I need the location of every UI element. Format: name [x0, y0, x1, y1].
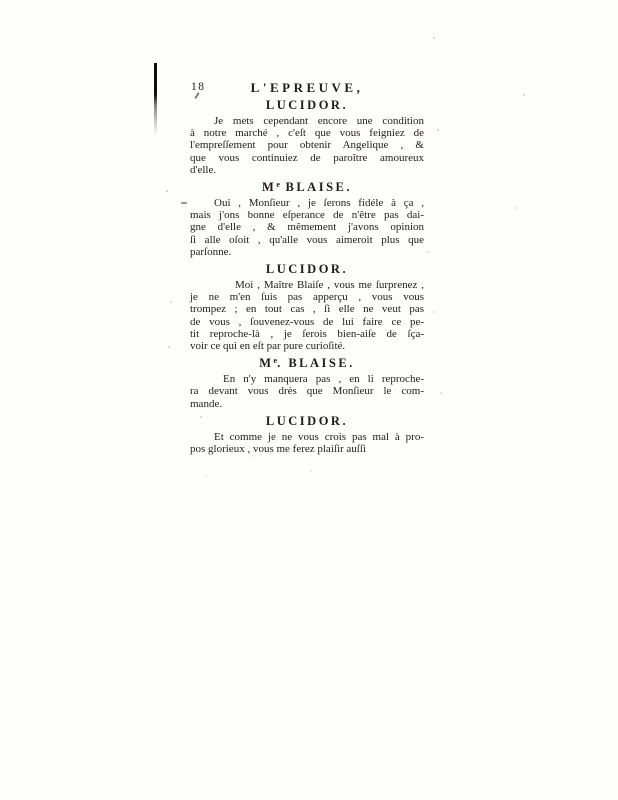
speaker-heading — [190, 260, 424, 276]
running-title: L'EPREUVE, — [250, 80, 364, 95]
page-header — [190, 80, 424, 94]
text-line: mande. — [190, 397, 223, 410]
text-line: je ne m'en ſuis pas apperçu , vous vous — [190, 291, 424, 304]
speaker-name: LUCIDOR. — [265, 413, 349, 428]
speaker-heading — [190, 354, 424, 370]
speaker-prefix: M — [259, 356, 274, 371]
text-line: En n'y manquera pas , en li reproche- — [223, 373, 424, 386]
speaker-heading — [190, 96, 424, 112]
speaker-name: LUCIDOR. — [265, 262, 349, 277]
binding-mark-line — [154, 63, 157, 137]
page-number: 18 — [191, 81, 206, 93]
text-line: Et comme je ne vous crois pas mal à pro- — [214, 430, 424, 443]
speaker-heading — [190, 178, 424, 194]
scan-noise-specks — [0, 0, 2, 2]
text-line: Oui , Monſieur , je ſerons fidéle à ça , — [214, 197, 424, 210]
speaker-superscript: e — [273, 356, 278, 366]
text-line: Moi , Maître Blaiſe , vous me ſurprenez , — [235, 279, 424, 292]
text-line: d'elle. — [190, 163, 217, 176]
text-line: trompez ; en tout cas , ſi elle ne veut pas — [190, 303, 424, 316]
text-line: l'empreſſement pour obtenir Angelique , & — [190, 139, 424, 152]
speaker-name: . BLAISE. — [277, 356, 355, 371]
speaker-superscript: e — [276, 180, 280, 190]
text-line: Je mets cependant encore une condition — [214, 115, 424, 127]
speaker-prefix: M — [262, 180, 277, 195]
text-line: ra devant vous drès que Monſieur le com- — [190, 385, 424, 398]
text-line: parſonne. — [190, 245, 232, 258]
speech-lucidor-2 — [190, 260, 424, 352]
text-column — [190, 80, 424, 455]
text-line: que vous continuiez de paroître amoureux — [190, 151, 424, 164]
text-line: ſi alle oſoit , qu'alle vous aimeroit plus que — [190, 233, 424, 246]
speaker-heading — [190, 412, 424, 428]
speaker-name: BLAISE. — [279, 180, 352, 195]
speech-blaise-2 — [190, 354, 424, 410]
scan-dash-mark — [181, 202, 187, 204]
text-line: mais j'ons bonne eſperance de n'être pas dai- — [190, 209, 424, 222]
text-line: tit reproche-là , je ſerois bien-aiſe de ſça- — [190, 327, 424, 340]
text-line: gne d'elle , & mêmement j'avons opinion — [190, 221, 424, 234]
text-line: de vous , ſouvenez-vous de lui faire ce pe- — [190, 315, 424, 328]
speech-lucidor-1 — [190, 96, 424, 176]
text-line: voir ce qui en eſt par pure curioſité. — [190, 340, 346, 353]
speech-lucidor-3 — [190, 412, 424, 455]
text-line: à notre marché , c'eſt que vous feigniez de — [190, 127, 424, 140]
speech-blaise-1 — [190, 178, 424, 258]
speaker-name: LUCIDOR. — [265, 98, 349, 112]
text-line: pos glorieux , vous me ferez plaiſir auſſi — [190, 443, 366, 456]
